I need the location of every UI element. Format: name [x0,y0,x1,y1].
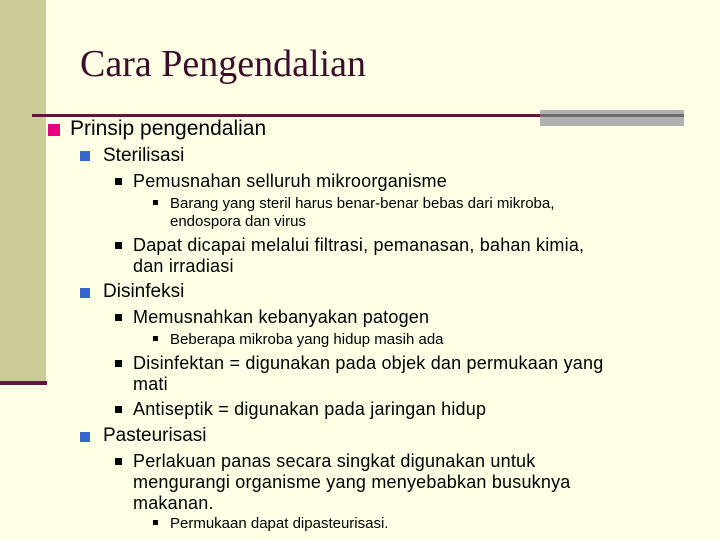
bullet-square-icon [115,406,122,413]
bullet-text: Disinfeksi [103,281,185,302]
bullet-text: mengurangi organisme yang menyebabkan busuknya [133,472,571,492]
bullet-text: Sterilisasi [103,145,185,166]
title-rule-accent-line [540,114,684,117]
bullet-text: Dapat dicapai melalui filtrasi, pemanasan, bahan kimia, [133,235,585,255]
bullet-text: Pasteurisasi [103,425,207,446]
bullet-text: Disinfektan = digunakan pada objek dan permukaan yang [133,353,604,373]
bullet-text: endospora dan virus [170,213,306,230]
bullet-square-icon [80,151,90,161]
bullet-text: Prinsip pengendalian [70,117,267,140]
bullet-square-icon [80,288,90,298]
bullet-text: Memusnahkan kebanyakan patogen [133,307,430,327]
bullet-square-icon [153,520,158,525]
bullet-square-icon [80,432,90,442]
bullet-text: Beberapa mikroba yang hidup masih ada [170,331,444,348]
bullet-square-icon [115,314,122,321]
bullet-text: Pemusnahan selluruh mikroorganisme [133,171,447,191]
title-rule-accent [540,110,684,126]
bullet-square-icon [115,458,122,465]
bullet-square-icon [153,200,158,205]
sidebar-decoration [0,0,46,382]
sidebar-underline [0,381,47,385]
bullet-text: Antiseptik = digunakan pada jaringan hidup [133,399,487,419]
bullet-square-icon [115,242,122,249]
bullet-square-icon [48,124,60,136]
bullet-text: makanan. [133,493,214,513]
bullet-text: Perlakuan panas secara singkat digunakan untuk [133,451,536,471]
bullet-square-icon [153,336,158,341]
bullet-text: Permukaan dapat dipasteurisasi. [170,515,389,532]
bullet-text: dan irradiasi [133,256,234,276]
bullet-text: mati [133,374,168,394]
bullet-text: Barang yang steril harus benar-benar bebas dari mikroba, [170,195,555,212]
slide-title: Cara Pengendalian [80,43,366,85]
bullet-square-icon [115,178,122,185]
bullet-square-icon [115,360,122,367]
